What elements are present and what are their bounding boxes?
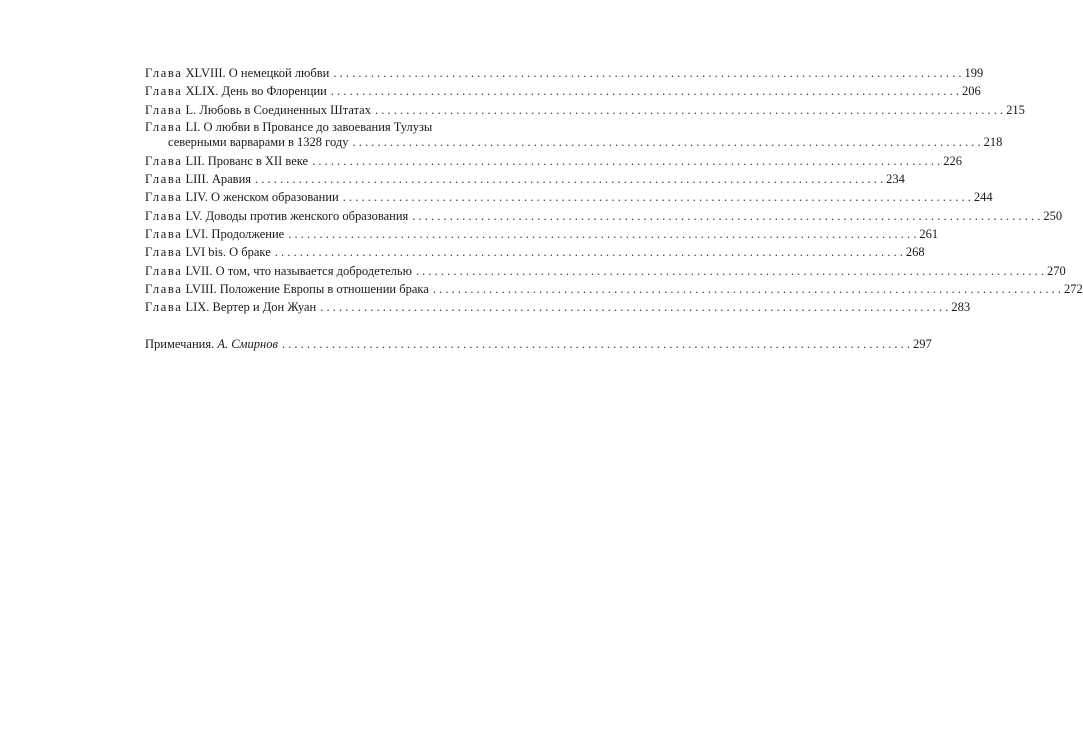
toc-entry-label — [145, 207, 408, 225]
page-number: 234 — [886, 172, 905, 187]
page-number: 283 — [951, 300, 971, 315]
toc-entry-ch48[interactable] — [145, 64, 984, 82]
chapter-word: Глава — [145, 208, 183, 223]
chapter-title: LVI. Продолжение — [185, 227, 285, 242]
chapter-title: XLVIII. О немецкой любви — [185, 66, 330, 80]
chapter-title-line1: LI. О любви в Провансе до завоевания Тулузы — [185, 119, 433, 134]
toc-entry-ch56[interactable] — [145, 225, 939, 243]
page-number: 272 — [1063, 281, 1083, 296]
dot-leader — [331, 82, 959, 100]
chapter-word: Глава — [145, 190, 183, 205]
chapter-title: XLIX. День во Флоренции — [185, 84, 327, 99]
toc-entry-label — [145, 188, 339, 206]
dot-leader — [282, 335, 910, 353]
chapter-word: Глава — [145, 300, 183, 315]
chapter-title: LIX. Вертер и Дон Жуан — [185, 300, 317, 315]
toc-entry-label — [145, 101, 371, 119]
toc-entry-label — [145, 82, 327, 100]
chapter-word: Глава — [145, 245, 183, 260]
toc-entry-label — [145, 262, 412, 280]
toc-entry-label — [145, 225, 284, 243]
chapter-title: LII. Прованс в XII веке — [185, 153, 309, 168]
chapter-word: Глава — [145, 172, 183, 187]
dot-leader — [416, 262, 1044, 280]
page-number: 268 — [905, 245, 925, 260]
toc-entry-label — [145, 152, 308, 170]
dot-leader — [255, 170, 883, 188]
page-number: 215 — [1006, 102, 1025, 117]
dot-leader — [412, 207, 1040, 225]
toc-entry-ch58[interactable] — [145, 280, 1083, 298]
chapter-title: LVIII. Положение Европы в отношении брака — [185, 281, 429, 296]
toc-entry-label — [145, 64, 329, 82]
chapter-title: LVI bis. О браке — [185, 245, 271, 260]
dot-leader — [433, 280, 1061, 298]
toc-entry-label — [145, 170, 251, 188]
toc-entry-label — [145, 335, 278, 353]
chapter-word: Глава — [145, 119, 183, 134]
page-number: 270 — [1047, 263, 1066, 278]
toc-entry-ch50[interactable] — [145, 101, 1025, 119]
chapter-word: Глава — [145, 263, 183, 278]
dot-leader — [375, 101, 1003, 119]
toc-entry-label — [145, 243, 271, 261]
toc-entry-ch52[interactable] — [145, 152, 962, 170]
notes-label: Примечания. — [145, 336, 215, 351]
dot-leader — [288, 225, 916, 243]
chapter-title: LVII. О том, что называется добродетелью — [185, 263, 412, 278]
chapter-title: LIV. О женском образовании — [185, 190, 339, 205]
toc-entry-ch57[interactable] — [145, 262, 1066, 280]
toc-entry-ch51[interactable] — [145, 119, 1003, 152]
chapter-title-line2: северными варварами в 1328 году — [168, 135, 349, 150]
chapter-word: Глава — [145, 227, 183, 242]
toc-entry-ch55[interactable] — [145, 207, 1063, 225]
dot-leader — [275, 243, 903, 261]
dot-leader — [353, 135, 981, 151]
table-of-contents — [145, 64, 1083, 353]
chapter-title: LIII. Аравия — [185, 172, 252, 187]
page-number: 297 — [913, 336, 932, 351]
chapter-word: Глава — [145, 102, 183, 117]
page-number: 226 — [943, 153, 962, 168]
toc-entry-ch59[interactable] — [145, 298, 971, 316]
toc-entry-label — [145, 298, 316, 316]
page-number: 218 — [983, 135, 1003, 150]
dot-leader — [312, 152, 940, 170]
page-number: 250 — [1043, 208, 1063, 223]
toc-entry-ch49[interactable] — [145, 82, 981, 100]
chapter-word: Глава — [145, 84, 183, 99]
dot-leader — [320, 298, 948, 316]
chapter-word: Глава — [145, 153, 183, 168]
toc-entry-ch53[interactable] — [145, 170, 905, 188]
chapter-word: Глава — [145, 281, 183, 296]
toc-entry-notes[interactable] — [145, 335, 932, 353]
chapter-title: LV. Доводы против женского образования — [185, 208, 409, 223]
notes-author: А. Смирнов — [217, 336, 278, 351]
page-number: 244 — [973, 190, 993, 205]
toc-entry-label — [145, 120, 476, 136]
page-number: 261 — [919, 227, 939, 242]
toc-entry-ch56bis[interactable] — [145, 243, 925, 261]
page-number: 199 — [964, 66, 984, 80]
toc-entry-ch54[interactable] — [145, 188, 993, 206]
page-number: 206 — [961, 84, 981, 99]
chapter-title: L. Любовь в Соединенных Штатах — [185, 102, 371, 117]
dot-leader — [343, 188, 971, 206]
toc-entry-label — [145, 280, 429, 298]
chapter-word: Глава — [145, 66, 183, 80]
toc-entry-continuation — [145, 135, 1003, 151]
dot-leader — [333, 64, 961, 82]
